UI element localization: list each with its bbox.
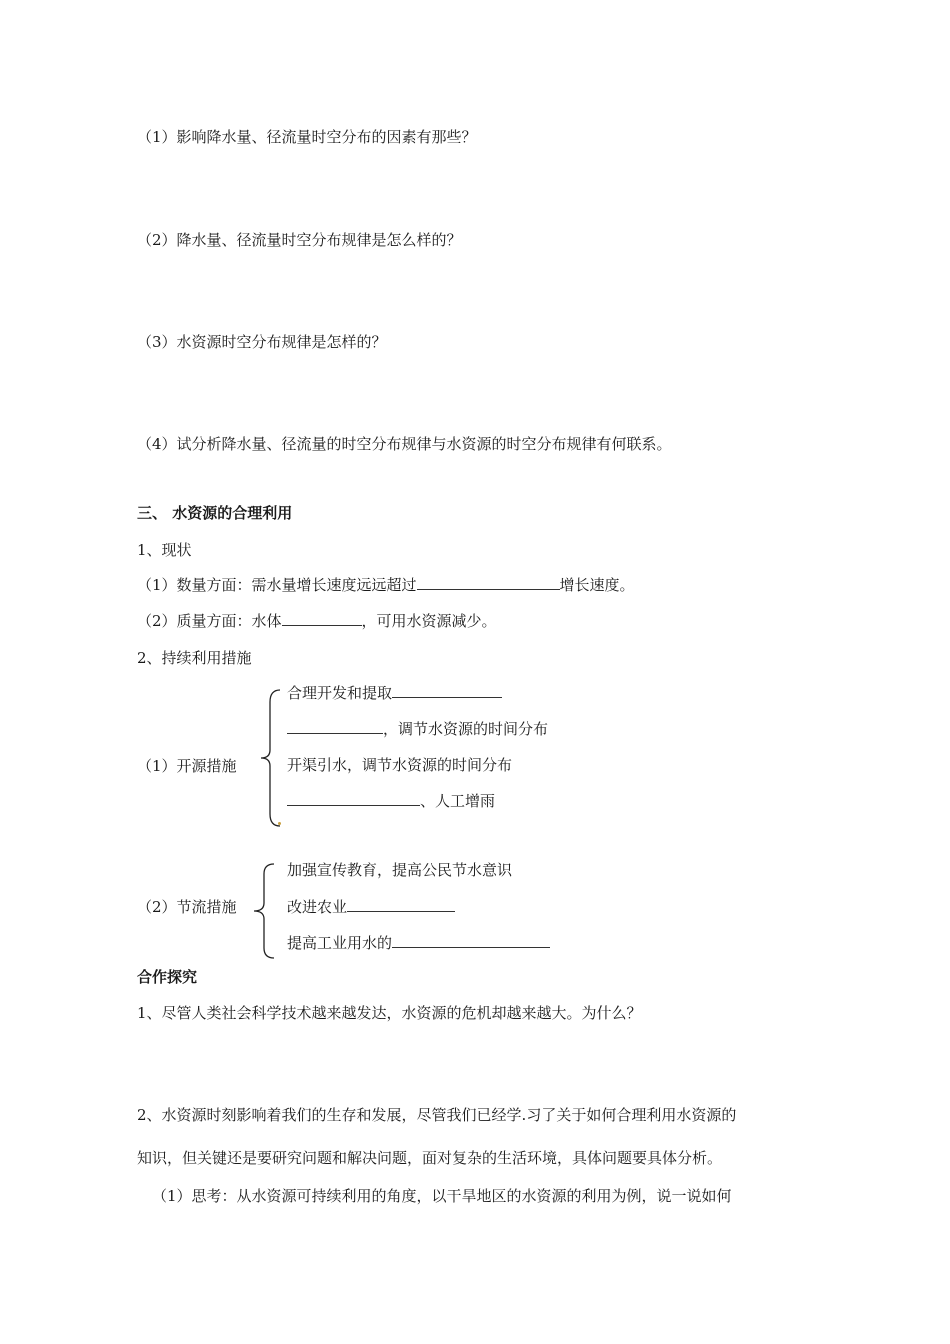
status-item-2-post: ，可用水资源减少。 (361, 612, 497, 630)
status-item-1 (137, 575, 635, 595)
save-item-b-text: 改进农业 (287, 898, 348, 916)
cooperation-question-2-line-2: 知识，但关键还是要研究问题和解决问题，面对复杂的生活环境，具体问题要具体分析。 (137, 1149, 723, 1167)
status-item-2 (137, 611, 497, 631)
open-item-d (287, 791, 495, 811)
fill-blank[interactable] (287, 719, 383, 734)
open-item-b (287, 719, 548, 739)
open-item-d-text: 、人工增雨 (420, 792, 496, 810)
status-heading: 1、现状 (137, 541, 192, 559)
cooperation-question-2-line-1: 2、水资源时刻影响着我们的生存和发展，尽管我们已经学.习了关于如何合理利用水资源的 (137, 1106, 737, 1124)
fill-blank[interactable] (287, 791, 420, 806)
status-item-1-post: 增长速度。 (559, 576, 635, 594)
save-item-b (287, 897, 455, 917)
question-3: （3）水资源时空分布规律是怎样的？ (137, 333, 387, 351)
fill-blank[interactable] (392, 933, 550, 948)
open-measures-label: （1）开源措施 (137, 757, 237, 775)
save-item-c-text: 提高工业用水的 (287, 934, 393, 952)
status-item-1-pre: （1）数量方面：需水量增长速度远远超过 (137, 576, 417, 594)
save-item-a: 加强宣传教育，提高公民节水意识 (287, 861, 513, 879)
open-item-a-text: 合理开发和提取 (287, 684, 393, 702)
cooperation-heading: 合作探究 (137, 968, 198, 986)
section-3-heading: 三、 水资源的合理利用 (137, 504, 293, 522)
fill-blank[interactable] (417, 575, 560, 590)
save-measures-brace-icon (250, 862, 276, 960)
save-measures-label: （2）节流措施 (137, 898, 237, 916)
fill-blank[interactable] (282, 611, 362, 626)
cooperation-question-2-sub-1: （1）思考：从水资源可持续利用的角度，以干旱地区的水资源的利用为例，说一说如何 (152, 1187, 732, 1205)
measures-heading: 2、持续利用措施 (137, 649, 252, 667)
open-item-b-text: ，调节水资源的时间分布 (383, 720, 549, 738)
fill-blank[interactable] (347, 897, 455, 912)
stray-dot (278, 822, 281, 825)
cooperation-question-1: 1、尽管人类社会科学技术越来越发达，水资源的危机却越来越大。为什么？ (137, 1004, 642, 1022)
open-measures-brace-icon (258, 688, 282, 828)
question-1: （1）影响降水量、径流量时空分布的因素有那些？ (137, 128, 477, 146)
open-item-c: 开渠引水，调节水资源的时间分布 (287, 756, 513, 774)
status-item-2-pre: （2）质量方面：水体 (137, 612, 282, 630)
question-4: （4）试分析降水量、径流量的时空分布规律与水资源的时空分布规律有何联系。 (137, 435, 672, 453)
question-2: （2）降水量、径流量时空分布规律是怎么样的？ (137, 231, 462, 249)
open-item-a (287, 683, 502, 703)
fill-blank[interactable] (392, 683, 502, 698)
save-item-c (287, 933, 550, 953)
